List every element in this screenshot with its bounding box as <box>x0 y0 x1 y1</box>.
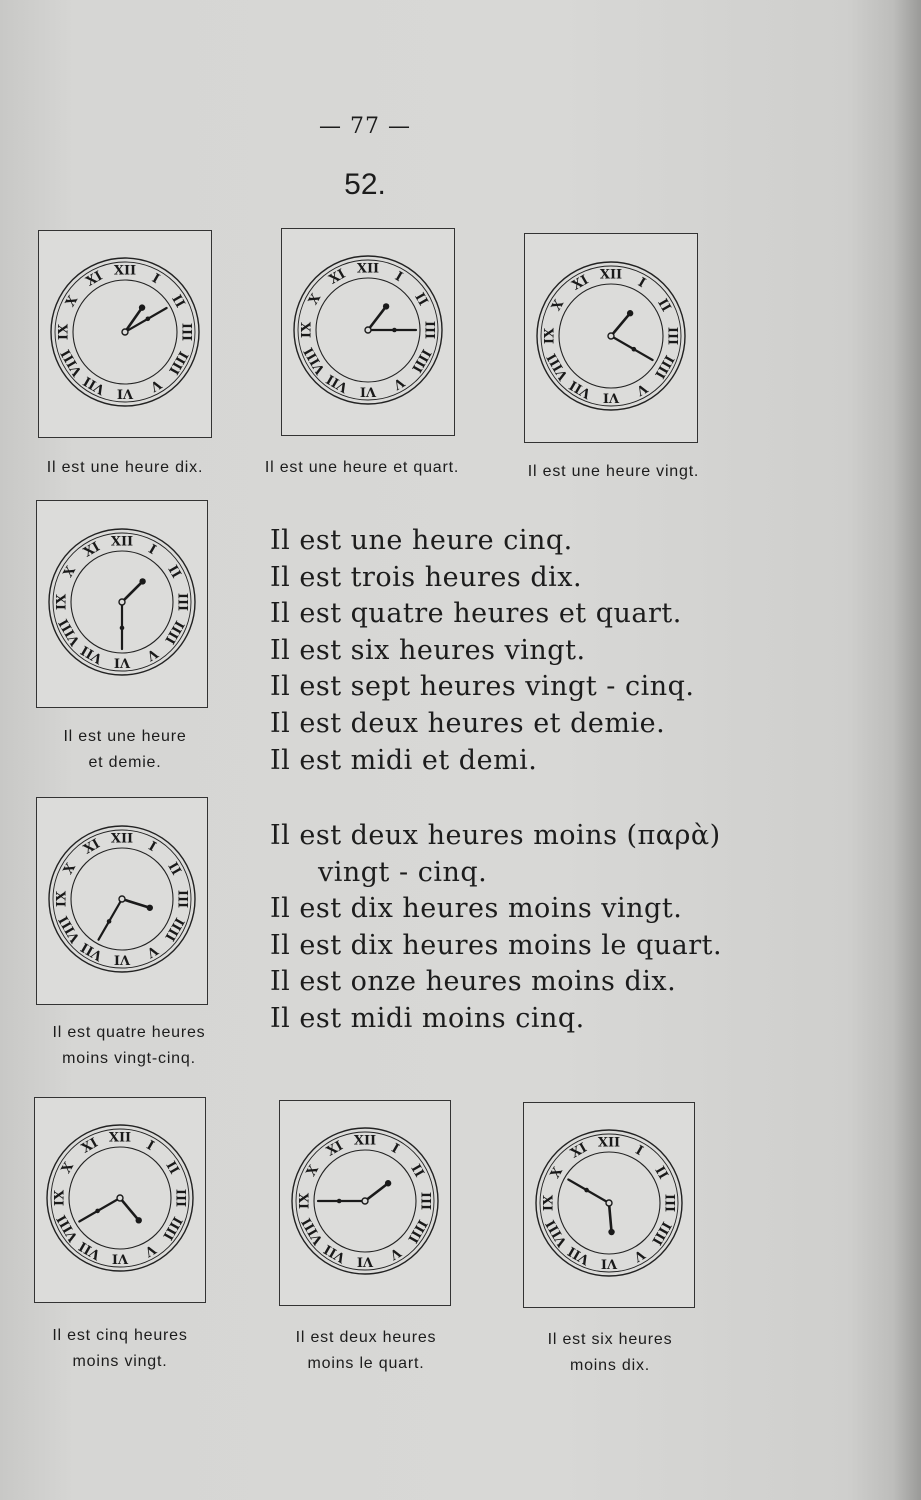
clock-numeral: XI <box>324 1138 346 1160</box>
clock-numeral: X <box>548 1164 567 1182</box>
clock-numeral: V <box>147 375 164 394</box>
clock-numeral: IX <box>56 323 72 341</box>
clock-center-pin <box>117 1195 123 1201</box>
phrase-line: Il est onze heures moins dix. <box>270 966 677 998</box>
hour-hand-tip <box>383 303 389 309</box>
clock-center-pin <box>362 1198 368 1204</box>
minute-hand-dot <box>95 1209 100 1214</box>
clock-numeral: X <box>59 1159 78 1177</box>
clock-numeral: II <box>162 1158 182 1178</box>
clock-numeral: IIII <box>161 914 187 944</box>
clock-numeral: XII <box>108 1130 132 1146</box>
clock-numeral: I <box>145 839 159 856</box>
time-phrases-list-1 <box>270 523 695 779</box>
clock-numeral: XI <box>569 272 592 294</box>
caption-line: Il est deux heures <box>295 1329 437 1346</box>
clock-center-pin <box>365 327 371 333</box>
hour-hand-tip <box>139 578 145 584</box>
clock-caption-8 <box>510 1327 710 1379</box>
clock-face <box>39 231 211 437</box>
clock-numeral: IIII <box>159 1213 185 1243</box>
clock-numeral: XI <box>83 268 106 290</box>
lesson-number: 52. <box>344 168 386 201</box>
phrase-line: Il est une heure cinq. <box>270 525 573 556</box>
caption-line: moins le quart. <box>307 1355 425 1372</box>
caption-line: Il est une heure <box>63 728 187 745</box>
hour-hand-tip <box>608 1229 614 1235</box>
clock-numeral: III <box>172 1188 188 1208</box>
clock-numeral: XII <box>110 534 134 550</box>
minute-hand <box>568 1180 609 1204</box>
clock-numeral: III <box>421 320 437 340</box>
minute-hand-dot <box>632 347 637 352</box>
minute-hand <box>99 899 123 940</box>
phrase-line: Il est sept heures vingt - cinq. <box>270 671 695 703</box>
clock-numeral: VII <box>81 372 108 397</box>
clock-numeral: VIII <box>54 1211 82 1245</box>
hour-hand <box>122 581 143 602</box>
hour-hand <box>120 1198 139 1220</box>
clock-numeral: V <box>141 1240 159 1259</box>
clock-illustration-7 <box>279 1100 451 1306</box>
minute-hand <box>611 336 653 360</box>
clock-illustration-8 <box>523 1102 695 1308</box>
clock-face <box>280 1101 450 1305</box>
clock-numeral: X <box>63 293 82 310</box>
clock-numeral: X <box>306 291 325 308</box>
clock-numeral: VI <box>600 1255 618 1271</box>
clock-numeral: IX <box>52 1189 68 1207</box>
clock-numeral: III <box>174 889 190 909</box>
clock-numeral: VI <box>113 654 131 670</box>
clock-numeral: XI <box>81 836 103 858</box>
clock-illustration-4 <box>36 500 208 708</box>
hour-hand <box>122 899 150 908</box>
hour-hand-tip <box>139 304 145 310</box>
minute-hand <box>125 308 167 332</box>
clock-numeral: XI <box>81 539 103 561</box>
caption-line: Il est quatre heures <box>52 1024 206 1041</box>
hour-hand <box>368 306 386 330</box>
clock-numeral: XII <box>599 267 623 283</box>
clock-numeral: X <box>61 860 80 878</box>
clock-numeral: VII <box>78 938 106 964</box>
clock-numeral: VIII <box>58 346 86 379</box>
clock-numeral: V <box>386 1243 404 1262</box>
time-phrases-list-2 <box>270 818 722 1038</box>
clock-caption-6 <box>20 1323 220 1375</box>
page-number: — 77 — <box>319 114 411 139</box>
clock-numeral: I <box>632 1143 646 1160</box>
clock-numeral: IX <box>54 593 70 611</box>
clock-illustration-5 <box>36 797 208 1005</box>
clock-numeral: IIII <box>651 352 677 381</box>
clock-numeral: V <box>630 1245 648 1264</box>
clock-numeral: V <box>390 373 407 392</box>
phrase-line: Il est midi et demi. <box>270 744 538 776</box>
clock-caption-3 <box>506 459 721 485</box>
clock-numeral: IX <box>541 1194 557 1212</box>
caption-line: moins vingt. <box>72 1353 168 1370</box>
clock-numeral: V <box>143 644 161 663</box>
clock-numeral: VIII <box>56 615 84 649</box>
clock-numeral: VII <box>324 370 351 395</box>
clock-numeral: I <box>149 271 162 288</box>
clock-numeral: II <box>407 1161 427 1181</box>
clock-caption-1 <box>25 455 225 481</box>
hour-hand <box>611 313 630 336</box>
hour-hand-tip <box>627 310 633 316</box>
clock-numeral: VI <box>116 385 134 401</box>
minute-hand <box>79 1198 120 1222</box>
caption-line: Il est cinq heures <box>52 1327 188 1344</box>
clock-numeral: I <box>145 542 159 559</box>
clock-numeral: V <box>633 379 650 398</box>
clock-numeral: III <box>417 1191 433 1211</box>
clock-numeral: VI <box>602 389 620 405</box>
clock-numeral: IIII <box>165 348 191 377</box>
caption-line: moins dix. <box>569 1357 651 1374</box>
clock-numeral: VII <box>565 1242 593 1268</box>
phrase-line: Il est dix heures moins le quart. <box>270 929 723 961</box>
hour-hand-tip <box>136 1217 142 1223</box>
caption-line: et demie. <box>88 754 162 771</box>
clock-numeral: III <box>664 326 680 346</box>
hour-hand <box>609 1203 612 1232</box>
clock-numeral: VI <box>359 383 377 399</box>
minute-hand-dot <box>584 1188 589 1193</box>
clock-numeral: X <box>549 297 568 314</box>
clock-face <box>37 501 207 707</box>
clock-numeral: I <box>392 269 405 286</box>
clock-numeral: XI <box>326 266 349 288</box>
clock-face <box>524 1103 694 1307</box>
minute-hand-dot <box>337 1199 342 1204</box>
minute-hand-dot <box>392 328 397 333</box>
clock-numeral: VIII <box>301 344 329 377</box>
clock-numeral: VIII <box>56 912 84 946</box>
clock-numeral: XII <box>113 263 137 279</box>
clock-illustration-1 <box>38 230 212 438</box>
hour-hand-tip <box>147 905 153 911</box>
clock-illustration-3 <box>524 233 698 443</box>
clock-numeral: X <box>61 563 80 581</box>
clock-numeral: IIII <box>648 1218 674 1248</box>
phrase-line: Il est six heures vingt. <box>270 634 586 666</box>
clock-numeral: IX <box>297 1192 313 1210</box>
clock-numeral: I <box>635 275 648 292</box>
clock-numeral: VII <box>78 641 106 667</box>
clock-numeral: VII <box>321 1240 349 1266</box>
clock-caption-2 <box>242 455 482 481</box>
caption-line: Il est une heure vingt. <box>527 463 700 480</box>
clock-center-pin <box>608 333 614 339</box>
clock-numeral: IIII <box>408 346 434 375</box>
clock-numeral: I <box>143 1138 157 1155</box>
clock-center-pin <box>606 1200 612 1206</box>
caption-line: Il est six heures <box>547 1331 673 1348</box>
clock-center-pin <box>119 599 125 605</box>
hour-hand-tip <box>385 1180 391 1186</box>
clock-numeral: VII <box>567 376 594 401</box>
phrase-line: Il est dix heures moins vingt. <box>270 893 683 925</box>
clock-numeral: XII <box>356 261 380 277</box>
clock-numeral: XI <box>568 1140 590 1162</box>
phrase-line: Il est midi moins cinq. <box>270 1002 585 1034</box>
clock-numeral: II <box>164 859 184 879</box>
hour-hand <box>125 308 142 332</box>
clock-center-pin <box>122 329 128 335</box>
clock-face <box>525 234 697 442</box>
clock-numeral: VII <box>76 1237 104 1263</box>
clock-numeral: VI <box>111 1250 129 1266</box>
clock-numeral: IX <box>299 321 315 339</box>
clock-numeral: VI <box>113 951 131 967</box>
clock-numeral: IIII <box>161 617 187 647</box>
phrase-line: vingt - cinq. <box>318 856 488 888</box>
clock-caption-4 <box>30 724 220 776</box>
clock-numeral: VI <box>356 1253 374 1269</box>
clock-face <box>282 229 454 435</box>
clock-illustration-2 <box>281 228 455 436</box>
clock-center-pin <box>119 896 125 902</box>
clock-numeral: IIII <box>404 1216 430 1246</box>
phrase-line: Il est trois heures dix. <box>270 561 583 593</box>
clock-numeral: XII <box>353 1133 377 1149</box>
caption-line: Il est une heure dix. <box>46 459 204 476</box>
clock-numeral: I <box>388 1141 402 1158</box>
clock-numeral: X <box>304 1162 323 1180</box>
phrase-line: Il est quatre heures et quart. <box>270 598 682 630</box>
clock-face <box>35 1098 205 1302</box>
clock-numeral: XI <box>79 1135 101 1157</box>
clock-numeral: II <box>654 296 674 315</box>
clock-numeral: IX <box>542 327 558 345</box>
clock-numeral: III <box>661 1193 677 1213</box>
clock-numeral: XII <box>597 1135 621 1151</box>
clock-numeral: II <box>651 1163 671 1183</box>
clock-numeral: VIII <box>299 1214 327 1248</box>
hour-hand <box>365 1183 388 1201</box>
clock-face <box>37 798 207 1004</box>
clock-numeral: XII <box>110 831 134 847</box>
clock-numeral: VIII <box>544 350 572 383</box>
caption-line: Il est une heure et quart. <box>264 459 460 476</box>
clock-numeral: III <box>174 592 190 612</box>
clock-numeral: II <box>411 290 431 309</box>
minute-hand-dot <box>146 317 151 322</box>
clock-numeral: II <box>168 292 188 311</box>
phrase-line: Il est deux heures et demie. <box>270 707 666 739</box>
clock-numeral: III <box>178 322 194 342</box>
caption-line: moins vingt-cinq. <box>62 1050 196 1067</box>
clock-caption-7 <box>266 1325 466 1377</box>
clock-numeral: II <box>164 562 184 582</box>
minute-hand-dot <box>107 919 112 924</box>
minute-hand-dot <box>120 626 125 631</box>
clock-numeral: V <box>143 941 161 960</box>
clock-numeral: IX <box>54 890 70 908</box>
clock-illustration-6 <box>34 1097 206 1303</box>
phrase-line: Il est deux heures moins (παρὰ) <box>270 820 721 851</box>
clock-numeral: VIII <box>543 1216 571 1250</box>
clock-caption-5 <box>24 1020 234 1072</box>
